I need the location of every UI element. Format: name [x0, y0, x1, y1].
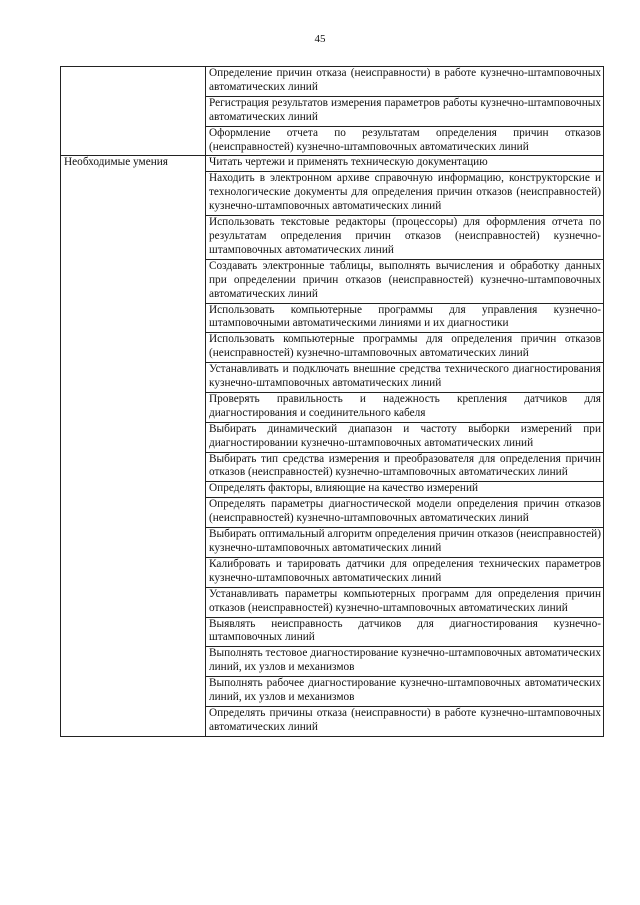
table-cell: Регистрация результатов измерения параметров работы кузнечно-штамповочных автоматических линий — [206, 96, 604, 126]
table-cell: Определять причины отказа (неисправности) в работе кузнечно-штамповочных автоматических линий — [206, 706, 604, 736]
table-cell: Выбирать оптимальный алгоритм определения причин отказов (неисправностей) кузнечно-штамповочных автоматических линий — [206, 528, 604, 558]
table-cell: Использовать текстовые редакторы (процессоры) для оформления отчета по результатам определения причин отказов (неисправностей) кузнечно-штамповочных автоматических линий — [206, 216, 604, 260]
table-cell: Выявлять неисправность датчиков для диагностирования кузнечно-штамповочных линий — [206, 617, 604, 647]
table-cell: Выполнять рабочее диагностирование кузнечно-штамповочных автоматических линий, их узлов и механизмов — [206, 677, 604, 707]
table-cell: Устанавливать параметры компьютерных программ для определения причин отказов (неисправностей) кузнечно-штамповочных автоматических линий — [206, 587, 604, 617]
table-cell: Выполнять тестовое диагностирование кузнечно-штамповочных автоматических линий, их узлов и механизмов — [206, 647, 604, 677]
table-cell: Калибровать и тарировать датчики для определения технических параметров кузнечно-штамповочных автоматических линий — [206, 557, 604, 587]
requirements-table — [60, 66, 604, 737]
table-row — [61, 156, 604, 172]
table-cell: Выбирать динамический диапазон и частоту выборки измерений при диагностировании кузнечно-штамповочных автоматических линий — [206, 422, 604, 452]
table-cell: Читать чертежи и применять техническую документацию — [206, 156, 604, 172]
table-cell: Использовать компьютерные программы для определения причин отказов (неисправностей) кузнечно-штамповочных автоматических линий — [206, 333, 604, 363]
table-cell: Проверять правильность и надежность крепления датчиков для диагностирования и соединительного кабеля — [206, 392, 604, 422]
table-cell: Находить в электронном архиве справочную информацию, конструкторские и технологические документы для определения причин отказов (неисправностей) кузнечно-штамповочных автоматических линий — [206, 172, 604, 216]
table-row — [61, 67, 604, 97]
requirements-table-body — [61, 67, 604, 737]
empty-label-cell — [61, 67, 206, 156]
page-number: 45 — [314, 33, 326, 45]
table-cell: Использовать компьютерные программы для управления кузнечно-штамповочными автоматическими линиями и их диагностики — [206, 303, 604, 333]
table-cell: Определять параметры диагностической модели определения причин отказов (неисправностей) кузнечно-штамповочных автоматических линий — [206, 498, 604, 528]
table-cell: Выбирать тип средства измерения и преобразователя для определения причин отказов (неисправностей) кузнечно-штамповочных автоматических линий — [206, 452, 604, 482]
skills-label-cell: Необходимые умения — [61, 156, 206, 736]
table-cell: Оформление отчета по результатам определения причин отказов (неисправностей) кузнечно-штамповочных автоматических линий — [206, 126, 604, 156]
table-cell: Определение причин отказа (неисправности) в работе кузнечно-штамповочных автоматических линий — [206, 67, 604, 97]
table-cell: Создавать электронные таблицы, выполнять вычисления и обработку данных при определении причин отказов (неисправностей) кузнечно-штамповочных автоматических линий — [206, 259, 604, 303]
table-cell: Определять факторы, влияющие на качество измерений — [206, 482, 604, 498]
table-cell: Устанавливать и подключать внешние средства технического диагностирования кузнечно-штамповочных автоматических линий — [206, 363, 604, 393]
